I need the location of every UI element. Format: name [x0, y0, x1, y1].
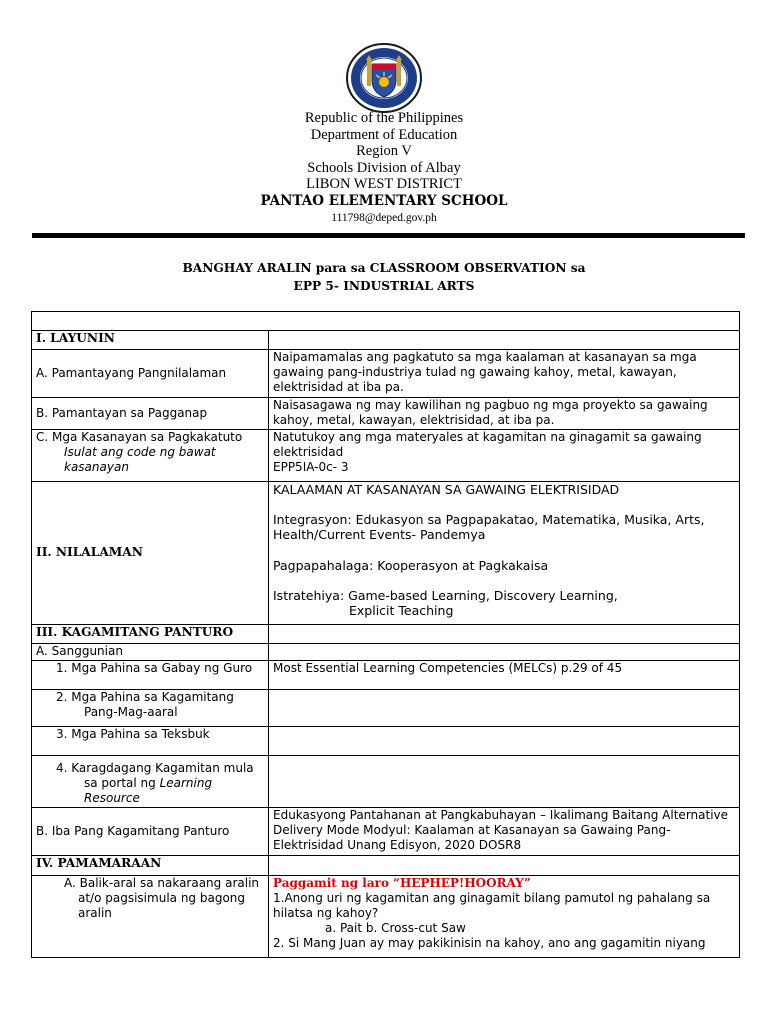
district-line: LIBON WEST DISTRICT [306, 176, 462, 193]
row-label-iba: B. Iba Pang Kagamitang Panturo [32, 807, 269, 855]
row-value-iba: Edukasyong Pantahanan at Pangkabuhayan – Ikalimang Baitang Alternative Delivery Mode Modyul: Kaalaman at Kasanayan sa Gawaing Pang-Elektrisidad Unang Edisyon, 2020 DOSR8 [269, 807, 740, 855]
blank-cell [32, 312, 740, 331]
ref-value-1: Most Essential Learning Competencies (MELCs) p.29 of 45 [269, 661, 740, 690]
deped-seal-logo [345, 42, 423, 114]
ref-label-2-cell [32, 690, 269, 727]
table-row-kasanayan [32, 430, 740, 482]
nilalaman-content-cell [269, 482, 740, 625]
row-value-b: Naisasagawa ng may kawilihan ng pagbuo ng mga proyekto sa gawaing kahoy, metal, kawayan, elektrisidad, at iba pa. [269, 398, 740, 430]
section-pamamaraan: IV. PAMAMARAAN [32, 855, 269, 875]
division-line: Schools Division of Albay [307, 159, 461, 176]
ref-value-4 [269, 756, 740, 808]
table-row-pamamaraan [32, 855, 740, 875]
ref-value-3 [269, 727, 740, 756]
ref-label-2-cont: Pang-Mag-aaral [84, 705, 178, 720]
learning-resource-term: Learning [159, 776, 213, 791]
ref-label-4-text: sa portal ng [84, 776, 156, 791]
table-row-balik-aral [32, 875, 740, 957]
strategy-text: Istratehiya: Game-based Learning, Discovery Learning, [273, 587, 618, 603]
pamamaraan-empty-cell [269, 855, 740, 875]
row-note-c: Isulat ang code ng bawat kasanayan [64, 445, 216, 475]
table-row-kagamitang-pang-mag-aaral [32, 690, 740, 727]
row-value-a: Naipamamalas ang pagkatuto sa mga kaalaman at kasanayan sa mga gawaing pang-industriya tulad ng gawaing kahoy, metal, kawayan, elektrisidad at iba pa. [269, 350, 740, 398]
balik-aral-label-cell [32, 875, 269, 957]
table-row-pamantayan-sa-pagganap [32, 398, 740, 430]
sanggunian-empty-cell [269, 644, 740, 661]
ref-value-2 [269, 690, 740, 727]
document-title-line2: EPP 5- INDUSTRIAL ARTS [293, 279, 475, 293]
question-2: 2. Si Mang Juan ay may pakikinisin na kahoy, ano ang gagamitin niyang [273, 936, 706, 951]
ref-label-4-cont [56, 776, 264, 791]
letterhead [0, 110, 768, 226]
school-name: PANTAO ELEMENTARY SCHOOL [260, 192, 508, 209]
strategy-text-cont: Explicit Teaching [349, 603, 454, 619]
topic-title: KALAAMAN AT KASANAYAN SA GAWAING ELEKTRISIDAD [273, 482, 620, 497]
section-layunin: I. LAYUNIN [32, 331, 269, 350]
table-row-iba-pang-kagamitan [32, 807, 740, 855]
integration-text: Integrasyon: Edukasyon sa Pagpapakatao, Matematika, Musika, Arts, Health/Current Events- Pandemya [273, 512, 705, 543]
header-divider [32, 233, 745, 238]
ref-label-2: 2. Mga Pahina sa Kagamitang [56, 690, 234, 704]
row-label-c-cell [32, 430, 269, 482]
ref-label-3: 3. Mga Pahina sa Teksbuk [32, 727, 269, 756]
lesson-plan-table [31, 311, 740, 958]
competency-code: EPP5IA-0c- 3 [273, 460, 349, 475]
row-value-c-cell [269, 430, 740, 482]
country-line: Republic of the Philippines [304, 110, 464, 126]
question-1-options: a. Pait b. Cross-cut Saw [325, 921, 466, 936]
values-text: Pagpapahalaga: Kooperasyon at Pagkakaisa [273, 557, 549, 573]
section-kagamitan: III. KAGAMITANG PANTURO [32, 625, 269, 644]
table-row-kagamitan [32, 625, 740, 644]
kagamitan-empty-cell [269, 625, 740, 644]
ref-label-4: 4. Karagdagang Kagamitan mula [56, 761, 254, 775]
layunin-empty-cell [269, 331, 740, 350]
balik-aral-label: A. Balik-aral sa nakaraang aralin at/o pagsisimula ng bagong aralin [64, 875, 260, 921]
table-row-gabay-ng-guro [32, 661, 740, 690]
row-value-c: Natutukoy ang mga materyales at kagamitan na ginagamit sa gawaing elektrisidad [273, 430, 702, 460]
ref-label-1: 1. Mga Pahina sa Gabay ng Guro [32, 661, 269, 690]
question-1: 1.Anong uri ng kagamitan ang ginagamit bilang pamutol ng pahalang sa hilatsa ng kahoy? [273, 890, 711, 921]
table-row-nilalaman [32, 482, 740, 625]
table-row-blank [32, 312, 740, 331]
section-nilalaman: II. NILALAMAN [32, 482, 269, 625]
table-row-pamantayang-pangnilalaman [32, 350, 740, 398]
row-label-a: A. Pamantayang Pangnilalaman [32, 350, 269, 398]
table-row-learning-resource [32, 756, 740, 808]
region-line: Region V [356, 143, 412, 160]
balik-aral-content-cell [269, 875, 740, 957]
department-line: Department of Education [310, 126, 458, 143]
sanggunian-label: A. Sanggunian [32, 644, 269, 661]
school-email: 111798@deped.gov.ph [331, 211, 437, 224]
ref-label-4-cell [32, 756, 269, 808]
table-row-layunin [32, 331, 740, 350]
ref-label-4-end: Resource [84, 791, 140, 806]
row-label-c: C. Mga Kasanayan sa Pagkakatuto [36, 430, 243, 444]
activity-title: Paggamit ng laro “HEPHEP!HOORAY” [273, 875, 531, 890]
table-row-sanggunian [32, 644, 740, 661]
document-title-line1: BANGHAY ARALIN para sa CLASSROOM OBSERVATION sa [182, 261, 586, 275]
table-row-teksbuk [32, 727, 740, 756]
row-label-b: B. Pamantayan sa Pagganap [32, 398, 269, 430]
